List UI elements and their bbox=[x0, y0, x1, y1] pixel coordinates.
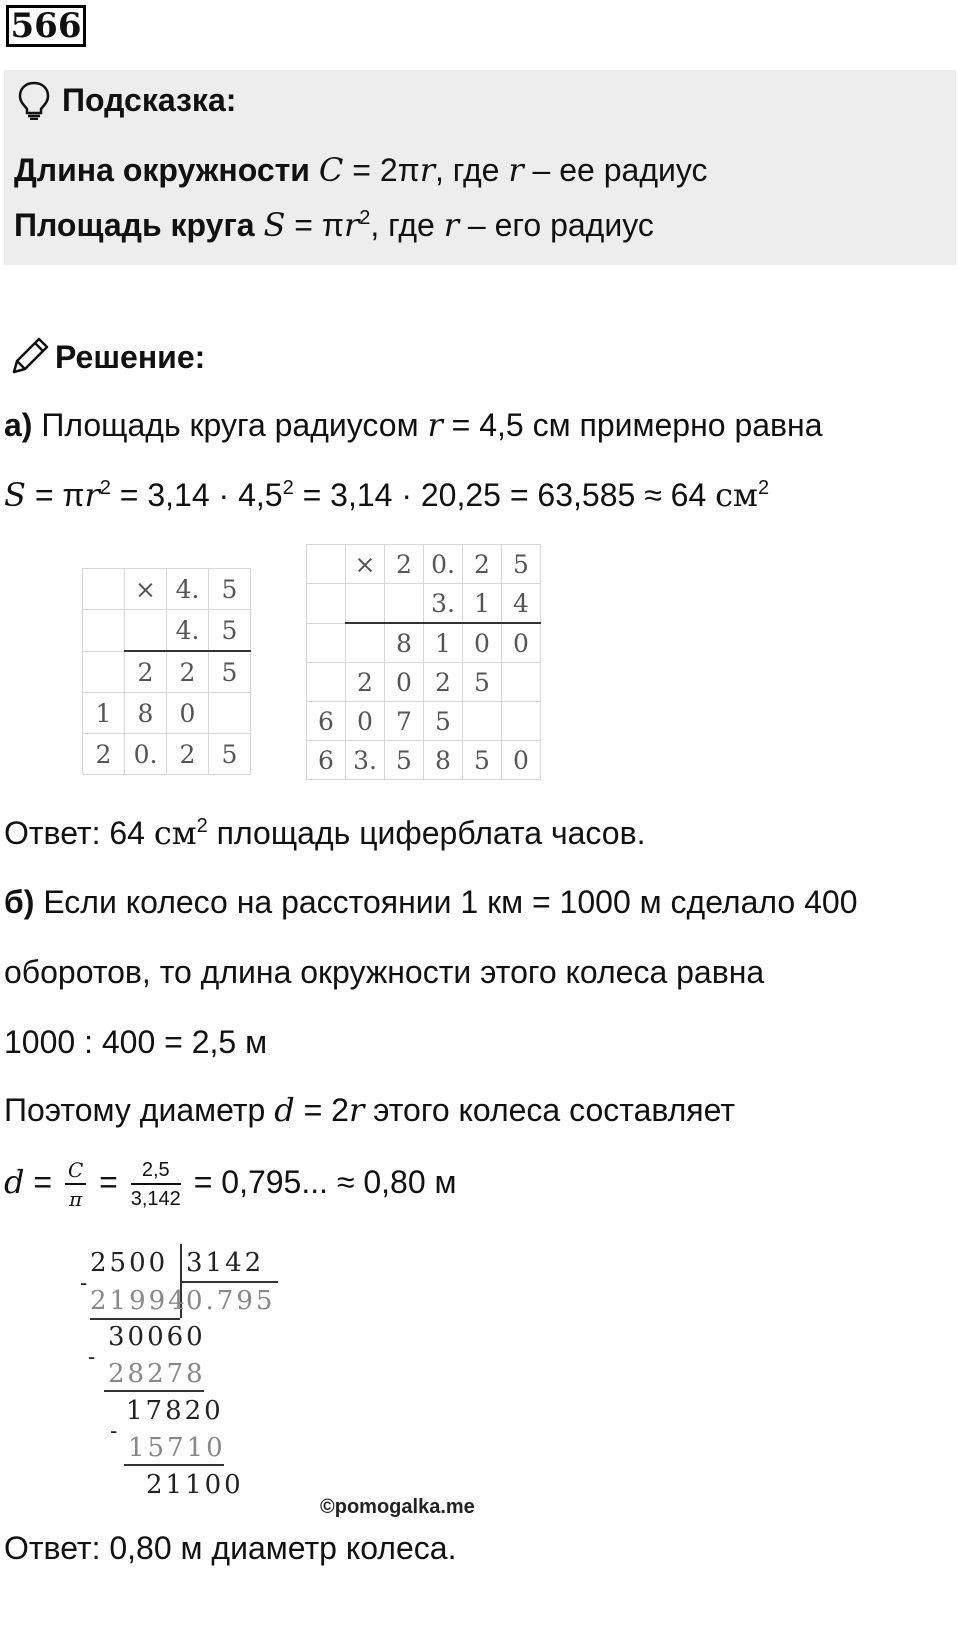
grid-cell: 2 bbox=[125, 651, 167, 693]
grid-cell: 5 bbox=[385, 741, 424, 780]
var-d: d bbox=[4, 1163, 25, 1201]
grid-row bbox=[83, 610, 251, 652]
grid-cell: 6 bbox=[307, 702, 346, 741]
grid-row bbox=[307, 584, 541, 624]
grid-row bbox=[83, 734, 251, 775]
part-b-line1 bbox=[4, 882, 858, 922]
formula-part: = π bbox=[25, 477, 85, 513]
grid-cell: 2 bbox=[424, 663, 463, 702]
division-horizontal-line bbox=[180, 1281, 278, 1283]
step: 28278 bbox=[108, 1359, 206, 1389]
part-b-line2: оборотов, то длина окружности этого колеса равна bbox=[4, 954, 765, 990]
quotient: 0.795 bbox=[186, 1286, 276, 1316]
var-d: d bbox=[274, 1091, 295, 1129]
minus-sign: - bbox=[80, 1270, 88, 1295]
grid-cell: × bbox=[346, 545, 385, 584]
eq: = bbox=[90, 1164, 127, 1200]
grid-cell: 0 bbox=[502, 741, 541, 780]
grid-cell: 5 bbox=[209, 569, 251, 610]
step: 21994 bbox=[90, 1286, 188, 1316]
grid-cell bbox=[502, 702, 541, 741]
text: = 2 bbox=[294, 1092, 349, 1128]
fraction-c-over-pi bbox=[65, 1159, 86, 1210]
hint-exp: 2 bbox=[359, 207, 371, 229]
multiplication-table-2 bbox=[306, 544, 541, 780]
exp: 2 bbox=[196, 815, 208, 837]
grid-cell: 2 bbox=[385, 545, 424, 584]
hint-bold-label: Площадь круга bbox=[14, 207, 255, 243]
grid-cell: 8 bbox=[125, 693, 167, 734]
grid-row bbox=[83, 693, 251, 734]
part-b-line3: 1000 : 400 = 2,5 м bbox=[4, 1024, 268, 1060]
grid-cell: 5 bbox=[463, 663, 502, 702]
grid-cell: 0 bbox=[502, 623, 541, 663]
grid-cell bbox=[307, 545, 346, 584]
step-line bbox=[90, 1318, 180, 1320]
unit: см bbox=[153, 814, 197, 852]
step: 17820 bbox=[126, 1396, 224, 1426]
var-s: S bbox=[4, 476, 26, 514]
divisor: 3142 bbox=[186, 1248, 265, 1278]
grid-cell: 2 bbox=[167, 651, 209, 693]
dividend: 2500 bbox=[90, 1248, 169, 1278]
solution-title: Решение: bbox=[55, 339, 206, 375]
area-formula bbox=[4, 475, 769, 515]
grid-cell: 5 bbox=[209, 610, 251, 652]
grid-cell: 5 bbox=[424, 702, 463, 741]
grid-cell bbox=[385, 584, 424, 624]
grid-cell: 2 bbox=[346, 663, 385, 702]
grid-cell bbox=[502, 663, 541, 702]
grid-cell: × bbox=[125, 569, 167, 610]
numerator: C bbox=[65, 1159, 86, 1185]
diameter-formula bbox=[4, 1152, 457, 1212]
copyright: ©pomogalka.me bbox=[320, 1496, 475, 1518]
grid-cell: 7 bbox=[385, 702, 424, 741]
grid-row bbox=[307, 545, 541, 584]
hint-var: r bbox=[419, 151, 435, 189]
grid-row bbox=[307, 623, 541, 663]
grid-row bbox=[83, 569, 251, 610]
part-b-label: б) bbox=[4, 884, 35, 920]
formula-part: = 3,14 · 4,5 bbox=[110, 477, 283, 513]
numerator: 2,5 bbox=[131, 1159, 181, 1185]
grid-cell: 5 bbox=[209, 734, 251, 775]
answer-a bbox=[4, 813, 645, 853]
minus-sign: - bbox=[88, 1344, 96, 1369]
var-r: r bbox=[348, 1091, 365, 1129]
grid-cell: 2 bbox=[167, 734, 209, 775]
grid-row bbox=[307, 702, 541, 741]
hint-eq: = 2π bbox=[343, 152, 420, 188]
hint-var: r bbox=[508, 151, 524, 189]
grid-cell: 1 bbox=[463, 584, 502, 624]
grid-row bbox=[307, 741, 541, 780]
hint-var: r bbox=[443, 206, 460, 244]
grid-cell: 0. bbox=[424, 545, 463, 584]
answer-b: Ответ: 0,80 м диаметр колеса. bbox=[4, 1530, 457, 1566]
grid-cell bbox=[83, 610, 125, 652]
part-a-label: а) bbox=[4, 407, 33, 443]
grid-cell: 2 bbox=[463, 545, 502, 584]
text: Поэтому диаметр bbox=[4, 1092, 275, 1128]
exp: 2 bbox=[99, 477, 111, 499]
exp: 2 bbox=[757, 477, 770, 499]
minus-sign: - bbox=[110, 1418, 118, 1443]
grid-cell: 2 bbox=[83, 734, 125, 775]
step-line bbox=[104, 1390, 204, 1392]
hint-var: S bbox=[263, 206, 286, 244]
step-line bbox=[124, 1464, 224, 1466]
multiplication-table-1 bbox=[82, 568, 251, 775]
grid-cell bbox=[307, 584, 346, 624]
part-b-line4 bbox=[4, 1090, 735, 1130]
var-r: r bbox=[84, 476, 100, 514]
grid-cell: 0. bbox=[125, 734, 167, 775]
hint-line-area bbox=[14, 205, 654, 245]
grid-cell bbox=[463, 702, 502, 741]
denominator: 3,142 bbox=[130, 1188, 181, 1211]
problem-number: 566 bbox=[6, 5, 86, 47]
grid-cell bbox=[346, 584, 385, 624]
unit: см bbox=[715, 476, 758, 514]
fraction-values bbox=[131, 1159, 181, 1210]
grid-cell: 5 bbox=[463, 741, 502, 780]
grid-cell bbox=[346, 623, 385, 663]
text: этого колеса составляет bbox=[364, 1092, 736, 1128]
hint-var: r bbox=[343, 206, 360, 244]
denominator: π bbox=[69, 1187, 83, 1212]
grid-cell: 0 bbox=[346, 702, 385, 741]
step: 15710 bbox=[128, 1433, 226, 1463]
grid-cell: 4. bbox=[167, 610, 209, 652]
grid-cell bbox=[125, 610, 167, 652]
step: 30060 bbox=[108, 1322, 206, 1352]
hint-rest: , где bbox=[434, 152, 509, 188]
part-a-text1: Площадь круга радиусом bbox=[32, 407, 428, 443]
grid-cell: 1 bbox=[83, 693, 125, 734]
part-a-text2: = 4,5 см примерно равна bbox=[442, 407, 823, 443]
grid-cell bbox=[83, 651, 125, 693]
grid-cell: 0 bbox=[463, 623, 502, 663]
hint-eq: = π bbox=[285, 207, 344, 243]
grid-row bbox=[307, 663, 541, 702]
var-r: r bbox=[427, 406, 443, 444]
grid-cell: 5 bbox=[502, 545, 541, 584]
grid-cell bbox=[83, 569, 125, 610]
exp: 2 bbox=[282, 477, 294, 499]
grid-cell: 6 bbox=[307, 741, 346, 780]
answer-a-part: Ответ: 64 bbox=[4, 815, 154, 851]
grid-cell bbox=[307, 623, 346, 663]
hint-rest: , где bbox=[370, 207, 444, 243]
step: 21100 bbox=[146, 1470, 244, 1500]
part-b-text: Если колесо на расстоянии 1 км = 1000 м сделало 400 bbox=[34, 884, 858, 920]
grid-cell: 8 bbox=[424, 741, 463, 780]
grid-cell bbox=[307, 663, 346, 702]
hint-bold-label: Длина окружности bbox=[14, 152, 310, 188]
hint-title: Подсказка: bbox=[62, 82, 237, 118]
grid-cell: 3. bbox=[424, 584, 463, 624]
answer-a-part: площадь циферблата часов. bbox=[207, 815, 646, 851]
grid-cell: 0 bbox=[167, 693, 209, 734]
grid-row bbox=[83, 651, 251, 693]
pencil-icon bbox=[8, 334, 52, 378]
hint-tail: – ее радиус bbox=[523, 152, 708, 188]
formula-part: = 3,14 · 20,25 = 63,585 ≈ 64 bbox=[293, 477, 716, 513]
hint-tail: – его радиус bbox=[459, 207, 654, 243]
grid-cell: 1 bbox=[424, 623, 463, 663]
part-a-text bbox=[4, 405, 823, 445]
lightbulb-icon bbox=[16, 80, 52, 120]
grid-cell bbox=[209, 693, 251, 734]
grid-cell: 0 bbox=[385, 663, 424, 702]
grid-cell: 4 bbox=[502, 584, 541, 624]
grid-cell: 3. bbox=[346, 741, 385, 780]
hint-line-circumference bbox=[14, 150, 708, 190]
grid-cell: 8 bbox=[385, 623, 424, 663]
result: = 0,795... ≈ 0,80 м bbox=[184, 1164, 457, 1200]
hint-var: C bbox=[318, 151, 344, 189]
grid-cell: 4. bbox=[167, 569, 209, 610]
eq: = bbox=[24, 1164, 61, 1200]
grid-cell: 5 bbox=[209, 651, 251, 693]
